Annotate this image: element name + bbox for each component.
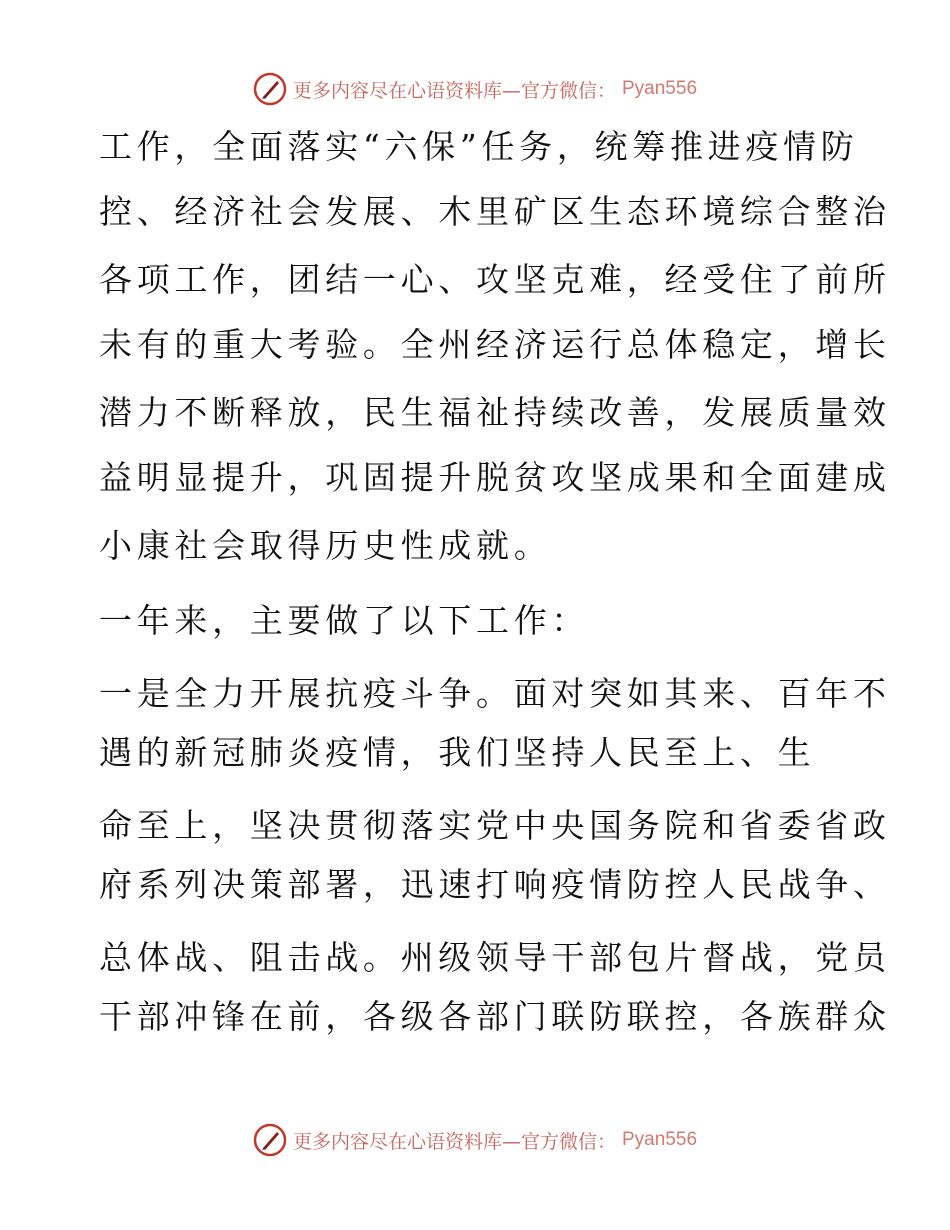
header-watermark <box>0 72 950 106</box>
text-line: 小康社会取得历史性成就。 <box>99 526 552 565</box>
text-line: 益明显提升，巩固提升脱贫攻坚成果和全面建成 <box>99 458 891 497</box>
text-line: 控、经济社会发展、木里矿区生态环境综合整治 <box>99 192 891 231</box>
text-line: 总体战、阻击战。州级领导干部包片督战，党员 <box>99 938 891 977</box>
watermark-text: 更多内容尽在心语资料库—官方微信： <box>292 79 616 102</box>
watermark-id: Pyan556 <box>622 1129 698 1150</box>
footer-watermark <box>0 1123 950 1157</box>
text-line: 工作，全面落实“六保”任务，统筹推进疫情防 <box>99 127 859 166</box>
quill-logo-icon <box>253 72 287 106</box>
watermark-id: Pyan556 <box>622 78 698 99</box>
text-line: 各项工作，团结一心、攻坚克难，经受住了前所 <box>99 260 891 299</box>
text-line: 府系列决策部署，迅速打响疫情防控人民战争、 <box>99 865 891 904</box>
text-line: 一是全力开展抗疫斗争。面对突如其来、百年不 <box>99 674 891 713</box>
text-line: 潜力不断释放，民生福祉持续改善，发展质量效 <box>99 393 891 432</box>
text-line: 未有的重大考验。全州经济运行总体稳定，增长 <box>99 325 891 364</box>
text-line: 干部冲锋在前，各级各部门联防联控，各族群众 <box>99 997 891 1036</box>
watermark-text: 更多内容尽在心语资料库—官方微信： <box>292 1130 616 1153</box>
text-line: 遇的新冠肺炎疫情，我们坚持人民至上、生 <box>99 733 816 772</box>
text-line: 命至上，坚决贯彻落实党中央国务院和省委省政 <box>99 806 891 845</box>
quill-logo-icon <box>253 1123 287 1157</box>
text-line: 一年来，主要做了以下工作： <box>99 601 590 640</box>
